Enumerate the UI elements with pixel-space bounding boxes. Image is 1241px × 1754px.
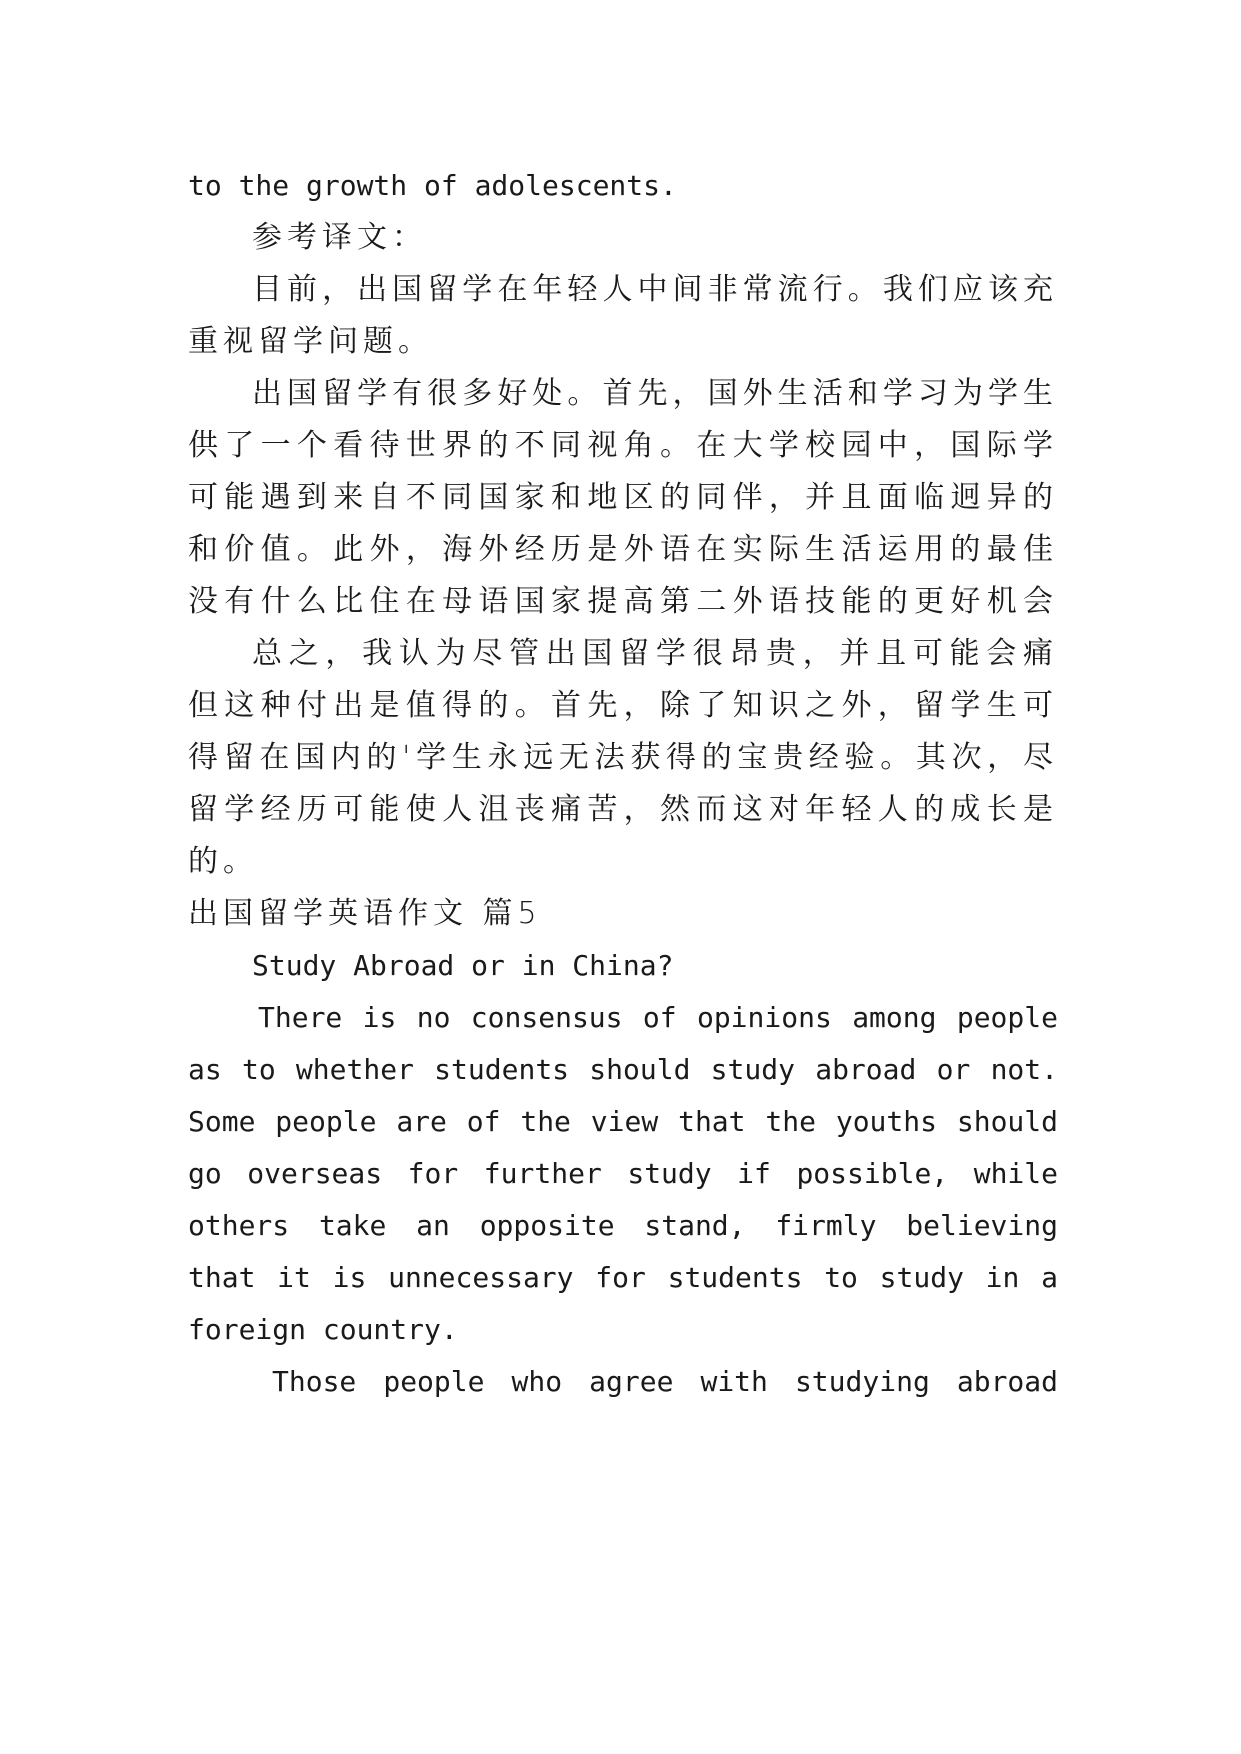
text-line: Those people who agree with studying abroad — [272, 1365, 1058, 1398]
text-line: others take an opposite stand, firmly believing — [188, 1209, 1058, 1242]
section-label: 参考译文： — [252, 220, 427, 255]
text-line: 重视留学问题。 — [188, 324, 433, 359]
essay-title: Study Abroad or in China? — [252, 949, 674, 982]
text-line: that it is unnecessary for students to study in a — [188, 1261, 1058, 1294]
text-line: 得留在国内的'学生永远无法获得的宝贵经验。其次，尽 — [188, 740, 1058, 775]
text-line: go overseas for further study if possible, while — [188, 1157, 1058, 1190]
text-line: There is no consensus of opinions among people — [258, 1001, 1058, 1034]
text-line: 目前，出国留学在年轻人中间非常流行。我们应该充 — [252, 272, 1058, 307]
text-line: 但这种付出是值得的。首先，除了知识之外，留学生可 — [188, 688, 1058, 723]
text-line: 的。 — [188, 844, 258, 879]
text-line: to the growth of adolescents. — [188, 169, 677, 202]
text-line: 可能遇到来自不同国家和地区的同伴，并且面临迥异的 — [188, 480, 1058, 515]
text-line: 和价值。此外，海外经历是外语在实际生活运用的最佳 — [188, 532, 1058, 567]
text-line: 没有什么比住在母语国家提高第二外语技能的更好机会 — [188, 584, 1058, 619]
text-line: 出国留学有很多好处。首先，国外生活和学习为学生 — [252, 376, 1058, 411]
text-line: 供了一个看待世界的不同视角。在大学校园中，国际学 — [188, 428, 1058, 463]
text-line: as to whether students should study abroad or not. — [188, 1053, 1058, 1086]
text-line: 总之，我认为尽管出国留学很昂贵，并且可能会痛 — [252, 636, 1058, 671]
text-line: 留学经历可能使人沮丧痛苦，然而这对年轻人的成长是 — [188, 792, 1058, 827]
text-line: Some people are of the view that the youths should — [188, 1105, 1058, 1138]
section-heading: 出国留学英语作文 篇5 — [188, 896, 542, 931]
text-line: foreign country. — [188, 1313, 458, 1346]
